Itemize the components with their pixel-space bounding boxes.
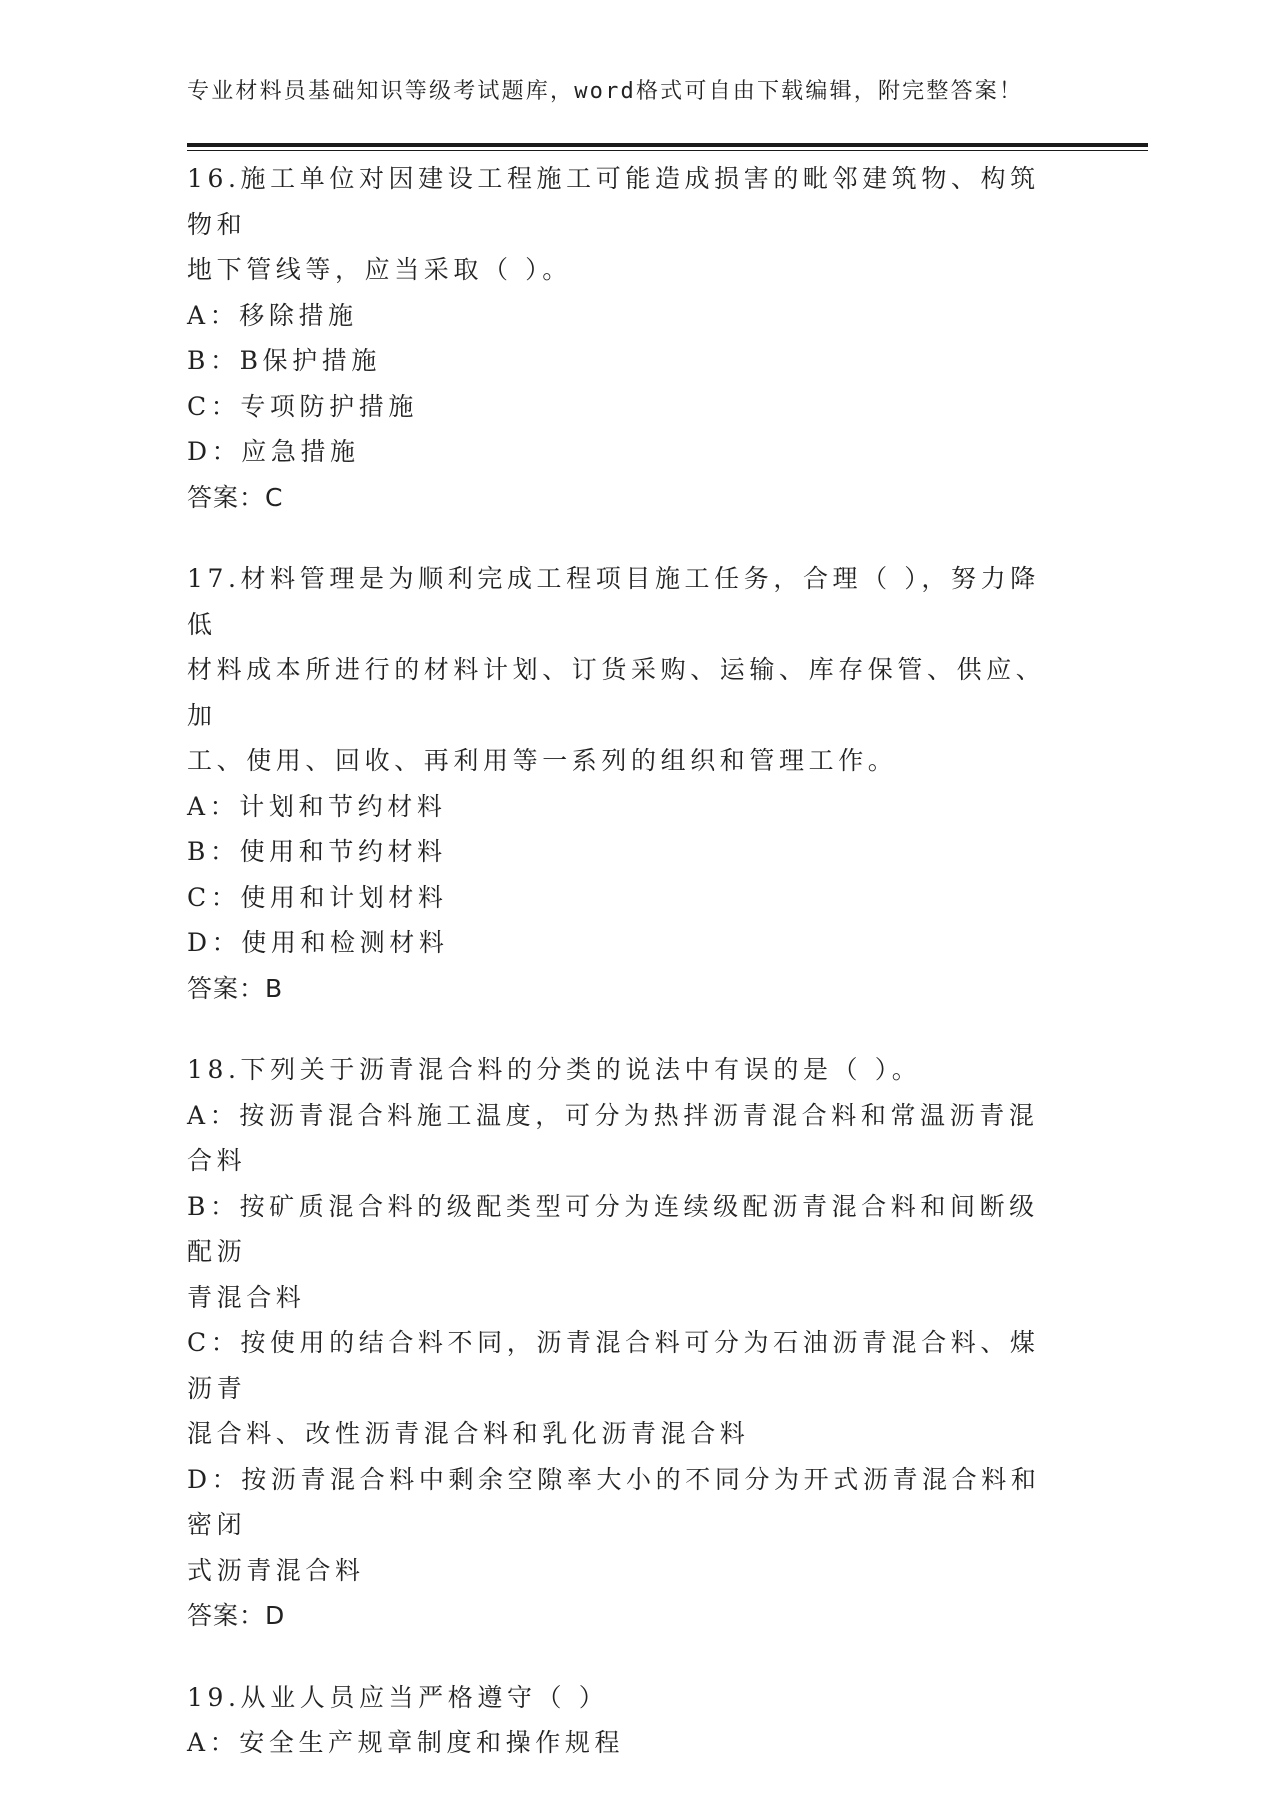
option-a: A：计划和节约材料 — [187, 791, 447, 821]
page-header: 专业材料员基础知识等级考试题库，word格式可自由下载编辑，附完整答案！ — [187, 79, 1024, 104]
option-a: A：按沥青混合料施工温度，可分为热拌沥青混合料和常温沥青混合料 — [187, 1100, 1039, 1175]
option-d: D：应急措施 — [187, 437, 360, 466]
option-d: D：按沥青混合料中剩余空隙率大小的不同分为开式沥青混合料和密闭 — [187, 1464, 1041, 1539]
option-d-continued: 式沥青混合料 — [187, 1555, 365, 1585]
header-rule-thin — [187, 150, 1148, 151]
question-stem-line: 16.施工单位对因建设工程施工可能造成损害的毗邻建筑物、构筑物和 — [187, 164, 1040, 239]
answer-line: 答案：C — [187, 482, 284, 512]
answer-line: 答案：B — [187, 973, 284, 1003]
option-a: A：安全生产规章制度和操作规程 — [187, 1728, 625, 1757]
option-c: C：按使用的结合料不同，沥青混合料可分为石油沥青混合料、煤沥青 — [187, 1328, 1040, 1403]
question-stem-line: 地下管线等，应当采取（ ）。 — [187, 255, 572, 284]
question-18 — [187, 1047, 1067, 1639]
option-b: B：按矿质混合料的级配类型可分为连续级配沥青混合料和间断级配沥 — [187, 1191, 1039, 1266]
question-stem-line: 18.下列关于沥青混合料的分类的说法中有误的是（ ）。 — [187, 1055, 922, 1084]
option-c-continued: 混合料、改性沥青混合料和乳化沥青混合料 — [187, 1419, 750, 1448]
option-d: D：使用和检测材料 — [187, 928, 449, 957]
question-stem-line: 17.材料管理是为顺利完成工程项目施工任务，合理（ ），努力降低 — [187, 564, 1040, 639]
question-19 — [187, 1675, 1067, 1766]
question-stem-line: 19.从业人员应当严格遵守（ ） — [187, 1682, 609, 1712]
question-stem-line: 工、使用、回收、再利用等一系列的组织和管理工作。 — [187, 746, 898, 775]
question-17 — [187, 556, 1067, 1011]
question-16 — [187, 156, 1067, 520]
option-b-continued: 青混合料 — [187, 1282, 306, 1312]
option-c: C：使用和计划材料 — [187, 882, 448, 912]
header-rule-thick — [187, 143, 1148, 147]
question-stem-line: 材料成本所进行的材料计划、订货采购、运输、库存保管、供应、加 — [187, 655, 1046, 730]
option-b: B：B保护措施 — [187, 346, 381, 375]
option-c: C：专项防护措施 — [187, 391, 418, 421]
option-a: A：移除措施 — [187, 300, 358, 330]
option-b: B：使用和节约材料 — [187, 837, 447, 866]
answer-line: 答案：D — [187, 1601, 286, 1630]
question-list — [187, 156, 1067, 1802]
